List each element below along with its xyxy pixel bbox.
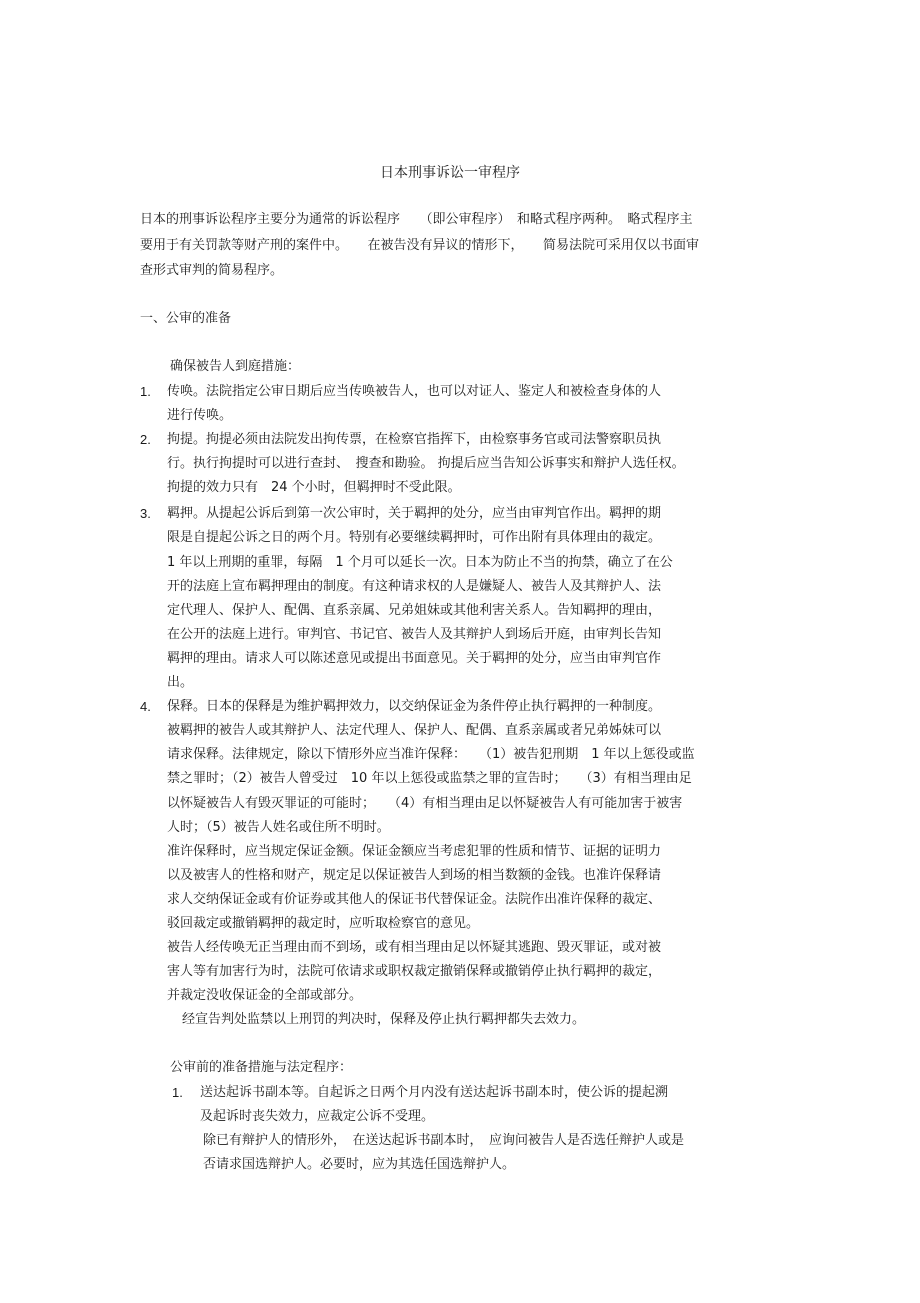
list-item-line: 准许保释时，应当规定保证金额。保证金额应当考虑犯罪的性质和情节、证据的证明力 xyxy=(167,844,662,859)
section-subheading: 公审前的准备措施与法定程序： xyxy=(170,1060,353,1075)
document-title: 日本刑事诉讼一审程序 xyxy=(380,165,520,181)
list-item-number: 4. xyxy=(140,699,151,714)
intro-line: 查形式审判的简易程序。 xyxy=(140,263,284,278)
list-item-line: 请求保释。法律规定，除以下情形外应当准许保释： （1）被告犯刑期 1 年以上惩役或监 xyxy=(167,747,695,762)
list-item-line: 在公开的法庭上进行。审判官、书记官、被告人及其辩护人到场后开庭，由审判长告知 xyxy=(167,627,662,642)
list-item-line: 并裁定没收保证金的全部或部分。 xyxy=(167,988,363,1003)
list-item-line: 进行传唤。 xyxy=(167,408,233,423)
list-item-line: 拘提。拘提必须由法院发出拘传票，在检察官指挥下，由检察事务官或司法警察职员执 xyxy=(167,432,662,447)
list-item-line: 否请求国选辩护人。必要时，应为其选任国选辩护人。 xyxy=(203,1157,516,1172)
list-item-line: 除已有辩护人的情形外， 在送达起诉书副本时， 应询问被告人是否选任辩护人或是 xyxy=(203,1133,685,1148)
section-subheading: 确保被告人到庭措施： xyxy=(170,359,301,374)
list-item-number: 2. xyxy=(140,432,151,447)
list-item-line: 羁押的理由。请求人可以陈述意见或提出书面意见。关于羁押的处分，应当由审判官作 xyxy=(167,651,662,666)
list-item-line: 求人交纳保证金或有价证券或其他人的保证书代替保证金。法院作出准许保释的裁定、 xyxy=(167,892,662,907)
intro-line: 要用于有关罚款等财产刑的案件中。 在被告没有异议的情形下， 简易法院可采用仅以书面审 xyxy=(140,238,700,253)
list-item-line: 行。执行拘提时可以进行查封、 搜查和勘验。 拘提后应当告知公诉事实和辩护人选任权。 xyxy=(167,456,685,471)
list-item-line: 人时；（5）被告人姓名或住所不明时。 xyxy=(167,820,390,835)
list-item-line: 传唤。法院指定公审日期后应当传唤被告人，也可以对证人、鉴定人和被检查身体的人 xyxy=(167,384,662,399)
section-heading: 一、公审的准备 xyxy=(140,311,232,326)
list-item-line: 限是自提起公诉之日的两个月。特别有必要继续羁押时，可作出附有具体理由的裁定。 xyxy=(167,530,662,545)
list-item-line: 羁押。从提起公诉后到第一次公审时，关于羁押的处分，应当由审判官作出。羁押的期 xyxy=(167,506,662,521)
list-item-line: 以及被害人的性格和财产，规定足以保证被告人到场的相当数额的金钱。也准许保释请 xyxy=(167,868,662,883)
list-item-number: 1. xyxy=(140,384,151,399)
list-item-line: 禁之罪时；（2）被告人曾受过 10 年以上惩役或监禁之罪的宣告时； （3）有相当理由足 xyxy=(167,771,692,786)
list-item-line: 出。 xyxy=(167,675,194,690)
list-item-line: 以怀疑被告人有毁灭罪证的可能时； （4）有相当理由足以怀疑被告人有可能加害于被害 xyxy=(167,796,683,811)
list-item-line: 被羁押的被告人或其辩护人、法定代理人、保护人、配偶、直系亲属或者兄弟姊妹可以 xyxy=(167,723,662,738)
list-item-line: 被告人经传唤无正当理由而不到场，或有相当理由足以怀疑其逃跑、毁灭罪证，或对被 xyxy=(167,940,662,955)
list-item-line: 害人等有加害行为时，法院可依请求或职权裁定撤销保释或撤销停止执行羁押的裁定， xyxy=(167,964,662,979)
list-item-number: 1. xyxy=(172,1085,183,1100)
list-item-number: 3. xyxy=(140,506,151,521)
intro-line: 日本的刑事诉讼程序主要分为通常的诉讼程序 （即公审程序） 和略式程序两种。 略式程序主 xyxy=(140,212,693,227)
list-item-line: 及起诉时丧失效力，应裁定公诉不受理。 xyxy=(200,1109,435,1124)
list-item-line: 定代理人、保护人、配偶、直系亲属、兄弟姐妹或其他利害关系人。告知羁押的理由， xyxy=(167,603,662,618)
list-item-line: 驳回裁定或撤销羁押的裁定时，应听取检察官的意见。 xyxy=(167,916,480,931)
list-item-line: 拘提的效力只有 24 个小时，但羁押时不受此限。 xyxy=(167,480,461,495)
list-item-line: 送达起诉书副本等。自起诉之日两个月内没有送达起诉书副本时，使公诉的提起溯 xyxy=(200,1085,669,1100)
list-item-line: 1 年以上刑期的重罪，每隔 1 个月可以延长一次。日本为防止不当的拘禁，确立了在公 xyxy=(167,555,673,570)
list-item-line: 开的法庭上宣布羁押理由的制度。有这种请求权的人是嫌疑人、被告人及其辩护人、法 xyxy=(167,579,662,594)
list-item-line: 保释。日本的保释是为维护羁押效力，以交纳保证金为条件停止执行羁押的一种制度。 xyxy=(167,699,662,714)
list-item-line: 经宣告判处监禁以上刑罚的判决时，保释及停止执行羁押都失去效力。 xyxy=(182,1012,586,1027)
